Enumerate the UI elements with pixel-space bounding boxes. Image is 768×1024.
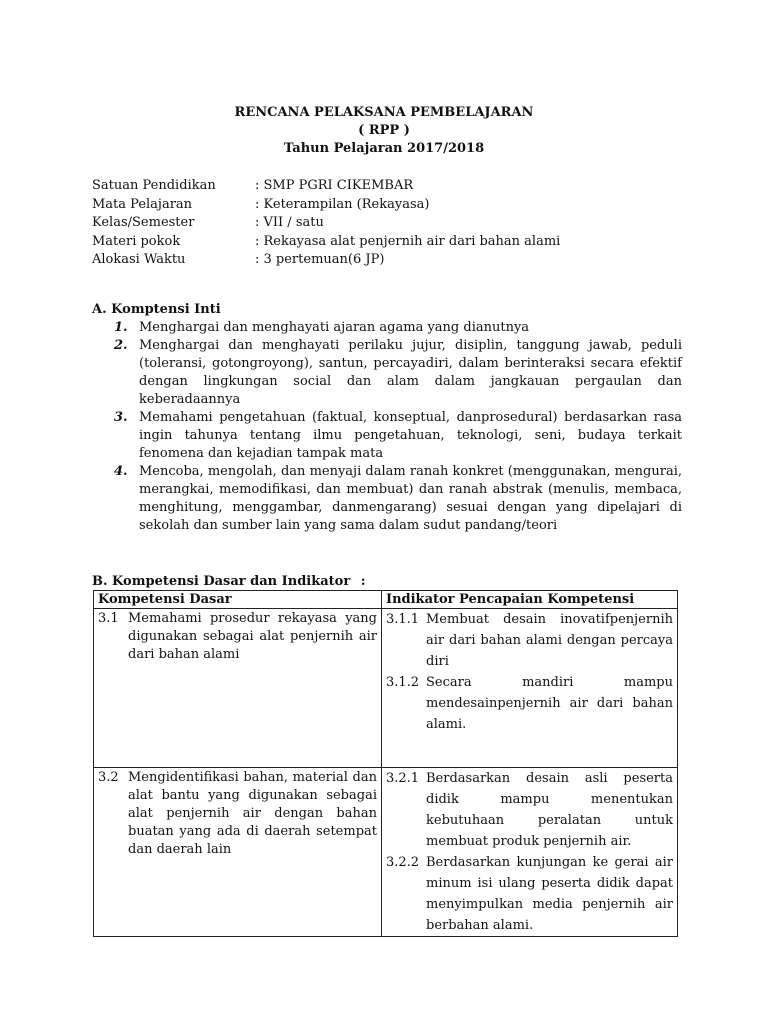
identity-row (92, 177, 692, 196)
section-a-heading: A. Komptensi Inti (92, 302, 221, 317)
list-item (92, 337, 682, 409)
indicator-text: Membuat desain inovatifpenjernih air dari bahan alami dengan percaya diri (426, 612, 673, 669)
section-b-heading: B. Kompetensi Dasar dan Indikator (92, 574, 351, 589)
academic-year: Tahun Pelajaran 2017/2018 (283, 141, 485, 156)
column-header-kompetensi-dasar: Kompetensi Dasar (94, 591, 382, 609)
kompetensi-table (93, 590, 678, 937)
list-item-text: Menghargai dan menghayati ajaran agama yang dianutnya (139, 320, 530, 335)
table-row (94, 768, 678, 937)
column-header-indikator: Indikator Pencapaian Kompetensi (382, 591, 678, 609)
identity-value: : Keterampilan (Rekayasa) (255, 196, 430, 212)
kd-content (98, 768, 377, 859)
identity-value: : VII / satu (255, 215, 324, 231)
identity-row (92, 251, 692, 270)
indicator-text: Berdasarkan kunjungan ke gerai air minum isi ulang peserta didik dapat menyimpulkan media penjernih air berbahan alami. (426, 855, 673, 933)
identity-label: Mata Pelajaran (92, 196, 193, 212)
section-kompetensi-dasar (92, 573, 682, 591)
list-item (92, 409, 682, 463)
document-title: RENCANA PELAKSANA PEMBELAJARAN (234, 105, 534, 120)
identity-value: : 3 pertemuan(6 JP) (255, 252, 385, 268)
section-b-colon: : (360, 574, 366, 589)
list-item (92, 463, 682, 535)
list-item-text: Menghargai dan menghayati perilaku jujur, disiplin, tanggung jawab, peduli (toleransi, gotongroyong), santun, percayadiri, dalam berinteraksi secara efektif dengan lingkungan social dan alam dalam jangkauan pergaulan dan keberadaannya (139, 338, 682, 407)
list-item-number: 1. (114, 320, 128, 335)
identity-label: Materi pokok (92, 233, 181, 249)
table-header-row (94, 591, 678, 609)
kd-code: 3.2 (98, 770, 119, 785)
indicator-item (386, 609, 673, 672)
list-item (92, 319, 682, 337)
indicator-cell (382, 768, 678, 937)
list-item-number: 4. (114, 464, 128, 479)
identity-row (92, 196, 692, 215)
kd-text: Memahami prosedur rekayasa yang digunakan sebagai alat penjernih air dari bahan alami (128, 611, 377, 662)
kompetensi-inti-list (92, 319, 682, 535)
section-kompetensi-inti (92, 301, 682, 535)
indicator-code: 3.1.2 (386, 675, 420, 690)
indicator-cell (382, 609, 678, 768)
indicator-code: 3.2.2 (386, 855, 420, 870)
document-abbreviation: ( RPP ) (358, 123, 410, 138)
kd-content (98, 609, 377, 664)
list-item-text: Memahami pengetahuan (faktual, konseptual, danprosedural) berdasarkan rasa ingin tahunya tentang ilmu pengetahuan, teknologi, seni, budaya terkait fenomena dan kejadian tampak mata (139, 410, 682, 461)
identity-label: Alokasi Waktu (92, 252, 186, 268)
indicator-item (386, 852, 673, 936)
identity-label: Kelas/Semester (92, 215, 195, 231)
kd-cell (94, 768, 382, 937)
list-item-text: Mencoba, mengolah, dan menyaji dalam ranah konkret (menggunakan, mengurai, merangkai, memodifikasi, dan membuat) dan ranah abstrak (menulis, membaca, menghitung, menggambar, danmengarang) sesuai dengan yang dipelajari di sekolah dan sumber lain yang sama dalam sudut pandang/teori (139, 464, 682, 533)
identity-row (92, 214, 692, 233)
list-item-number: 2. (114, 338, 128, 353)
identity-row (92, 233, 692, 252)
table-row (94, 609, 678, 768)
indicator-item (386, 672, 673, 735)
indicator-text: Secara mandiri mampu mendesainpenjernih air dari bahan alami. (426, 675, 673, 732)
indicator-code: 3.2.1 (386, 771, 420, 786)
identity-label: Satuan Pendidikan (92, 178, 216, 193)
kd-code: 3.1 (98, 611, 119, 626)
identity-block (92, 177, 692, 270)
section-b-heading-line (92, 573, 682, 591)
kd-text: Mengidentifikasi bahan, material dan alat bantu yang digunakan sebagai alat penjernih air dengan bahan buatan yang ada di daerah setempat dan daerah lain (128, 770, 377, 857)
indicator-item (386, 768, 673, 852)
list-item-number: 3. (114, 410, 128, 425)
kd-cell (94, 609, 382, 768)
identity-value: : Rekayasa alat penjernih air dari bahan alami (255, 233, 561, 249)
identity-value: : SMP PGRI CIKEMBAR (255, 178, 414, 193)
indicator-text: Berdasarkan desain asli peserta didik mampu menentukan kebutuhaan peralatan untuk membuat produk penjernih air. (426, 771, 673, 849)
indicator-code: 3.1.1 (386, 612, 420, 627)
